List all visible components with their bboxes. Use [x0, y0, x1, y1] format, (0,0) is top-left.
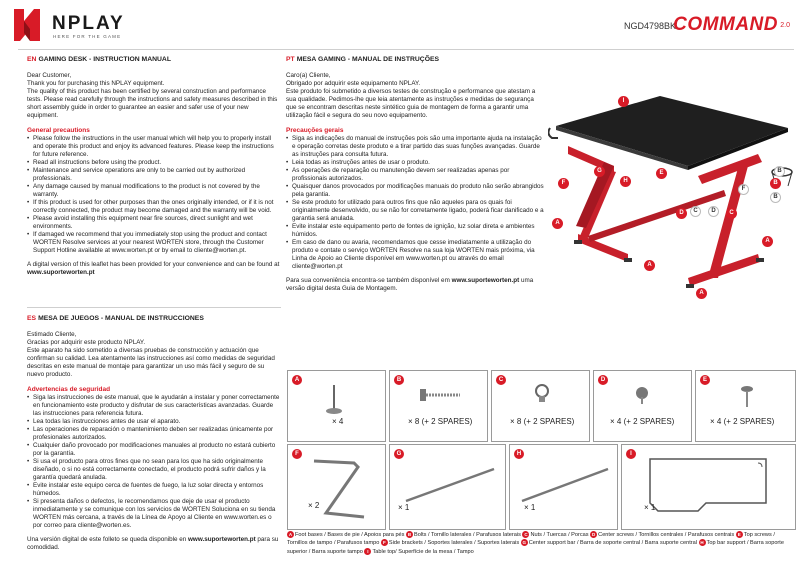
part-card-a	[287, 370, 386, 442]
part-qty: × 2	[308, 501, 320, 510]
top-screw-icon	[740, 385, 754, 409]
list-item: • Si usa el producto para otros fines que no sean para los que ha sido originalmente diseñado, o si no está correctamente conectado, el producto podrá sufrir daños y la garantía quedará anulada.	[27, 458, 281, 482]
table-top-shape	[556, 96, 788, 166]
part-letter: D	[598, 375, 608, 385]
brand-name: NPLAY	[52, 13, 125, 34]
list-item: • Any damage caused by manual modifications to the product is not covered by the warranty.	[27, 183, 281, 199]
part-qty: × 4 (+ 2 SPARES)	[610, 417, 675, 426]
legend-item: C Nuts / Tuercas / Porcas	[524, 531, 589, 538]
top-bar-support-icon	[520, 465, 610, 505]
part-letter: H	[514, 449, 524, 459]
diagram-label: G	[594, 166, 605, 177]
header-divider	[18, 49, 794, 50]
diagram-label: D	[708, 206, 719, 217]
product-name: COMMAND	[673, 14, 778, 35]
es-precautions-list	[27, 394, 281, 530]
en-precautions-title: General precautions	[27, 127, 90, 134]
es-footer-link[interactable]: www.suporteworten.pt	[188, 536, 256, 543]
en-footer: A digital version of this leaflet has been provided for your convenience and can be found at www.suporteworten.pt	[27, 261, 280, 276]
en-greeting: Dear Customer,	[27, 72, 72, 79]
section-divider	[27, 307, 281, 308]
model-code: NGD4798BK	[623, 21, 676, 31]
side-bracket-icon	[310, 455, 366, 521]
part-card-b	[389, 370, 488, 442]
part-qty: × 1	[398, 503, 410, 512]
es-intro: Este aparato ha sido sometido a diversas pruebas de construcción y actuación que confirman su calidad. Lea atentamente las instrucciones así como medidas de seguridad descritas en este manual de montaje para garantizar un uso más fácil y seguro de su nuevo producto.	[27, 347, 275, 378]
list-item: • Siga as indicações do manual de instruções pois são uma importante ajuda na instalação e operação corretas deste produto e a tirar partido das suas funções avançadas. Guarde as instruções para consulta futura.	[286, 135, 544, 159]
en-footer-link[interactable]: www.suporteworten.pt	[27, 269, 95, 276]
list-item: • Evite instalar este equipamento perto de fontes de ignição, luz solar direta e ambientes húmidos.	[286, 223, 544, 239]
list-item: • Em caso de dano ou avaria, recomendamos que cesse imediatamente a utilização do produto e contate o serviço WORTEN Resolve na sua loja WORTEN mais próxima, via Linha de Apoio ao Cliente disponível em www.worten.pt ou através do email cliente@worten.pt	[286, 239, 544, 271]
diagram-label: A	[762, 236, 773, 247]
part-letter: B	[394, 375, 404, 385]
list-item: • Lea todas las instrucciones antes de usar el aparato.	[27, 418, 281, 426]
en-thanks: Thank you for purchasing this NPLAY equipment.	[27, 80, 165, 87]
list-item: • Please follow the instructions in the user manual which will help you to properly install and operate this product and enjoy its advanced features. Please keep the instructions for future reference.	[27, 135, 281, 159]
part-letter: G	[394, 449, 404, 459]
part-card-e	[695, 370, 796, 442]
list-item: • If damaged we recommend that you immediately stop using the product and contact WORTEN Resolve services at your nearest WORTEN store, through the Customer Support Hotline available at www.worten.pt or by email to cliente@worten.pt.	[27, 231, 281, 255]
list-item: • Leia todas as instruções antes de usar o produto.	[286, 159, 544, 167]
bolt-icon	[418, 387, 462, 403]
brand-tagline: HERE FOR THE GAME	[53, 34, 122, 39]
list-item: • Las operaciones de reparación o mantenimiento deben ser realizadas únicamente por profesionales autorizados.	[27, 426, 281, 442]
legend-item: G Center support bar / Barra de soporte central / Barra suporte central	[522, 540, 697, 547]
part-qty: × 8 (+ 2 SPARES)	[408, 417, 473, 426]
list-item: • Evite instalar este equipo cerca de fuentes de fuego, la luz solar directa y entornos húmedos.	[27, 482, 281, 498]
es-section	[27, 315, 281, 552]
part-qty: × 4 (+ 2 SPARES)	[710, 417, 775, 426]
legend-item: I Table top/ Superfície de la mesa / Tampo	[364, 549, 473, 555]
legend-item: F Side brackets / Soportes laterales / Suportes laterais	[381, 540, 519, 546]
legend-item: D Center screws / Tornillos centrales / Parafusos centrais	[592, 531, 735, 538]
es-thanks: Gracias por adquirir este producto NPLAY.	[27, 339, 146, 346]
diagram-label: B	[770, 192, 781, 203]
legend-item: B Bolts / Tornillo laterales / Parafusos laterais	[407, 531, 521, 538]
list-item: • Cualquier daño provocado por modificaciones manuales al producto no estará cubierto por la garantía.	[27, 442, 281, 458]
list-item: • Quaisquer danos provocados por modificações manuais do produto não serão abrangidos pela garantia.	[286, 183, 544, 199]
list-item: • Si presenta daños o defectos, le recomendamos que deje de usar el producto inmediatamente y se comunique con los servicios de WORTEN Soluciona en su tienda WORTEN más cercana, a través de la Línea de Apoyo al Cliente en www.worten.es o por correo para cliente@worten.es.	[27, 498, 281, 530]
list-item: • If this product is used for other purposes than the ones originally intended, or if it is not correctly connected, the product may become damaged and the warranty will be void.	[27, 199, 281, 215]
part-card-g	[389, 444, 506, 530]
desk-exploded-diagram	[548, 88, 796, 308]
center-support-bar-icon	[404, 465, 496, 505]
table-top-icon	[646, 453, 770, 515]
part-letter: E	[700, 375, 710, 385]
diagram-label: A	[644, 260, 655, 271]
diagram-label: A	[552, 218, 563, 229]
en-precautions-list	[27, 135, 281, 255]
legend-item: H Top bar support / Barra soporte superior / Barra suporte tampo	[287, 540, 784, 555]
diagram-label: F	[738, 184, 749, 195]
foot-base-icon	[322, 383, 346, 419]
part-card-d	[593, 370, 692, 442]
list-item: • Siga las instrucciones de este manual, que le ayudarán a instalar y poner correctamente en funcionamiento este producto y disfrutar de sus características avanzadas. Guarde las instrucciones para referencia futura.	[27, 394, 281, 418]
pt-title: PT MESA GAMING - MANUAL DE INSTRUÇÕES	[286, 56, 440, 63]
legend-item: E Top screws / Tornillos de tampo / Parafusos tampo	[287, 531, 775, 547]
list-item: • Read all instructions before using the product.	[27, 159, 281, 167]
diagram-label: C	[690, 206, 701, 217]
diagram-label: A	[696, 288, 707, 299]
es-precautions-title: Advertencias de seguridad	[27, 386, 111, 393]
nplay-logo	[12, 7, 152, 43]
diagram-label: H	[620, 176, 631, 187]
part-qty: × 8 (+ 2 SPARES)	[510, 417, 575, 426]
diagram-label: C	[726, 208, 737, 219]
diagram-label: B	[770, 178, 781, 189]
pt-precautions-title: Precauções gerais	[286, 127, 344, 134]
part-card-f	[287, 444, 386, 530]
parts-legend	[287, 531, 795, 556]
pt-precautions-list	[286, 135, 544, 271]
list-item: • Maintenance and service operations are only to be carried out by authorized professionals.	[27, 167, 281, 183]
es-title: ES MESA DE JUEGOS - MANUAL DE INSTRUCCIONES	[27, 315, 204, 322]
part-letter: I	[626, 449, 636, 459]
desk-illustration	[548, 88, 796, 308]
part-card-c	[491, 370, 590, 442]
legend-item: A Foot bases / Bases de pie / Apoios para pés	[288, 531, 405, 538]
center-screw-icon	[632, 385, 652, 405]
part-qty: × 1	[524, 503, 536, 512]
pt-greeting: Caro(a) Cliente,	[286, 72, 331, 79]
nplay-logo-icon	[12, 7, 42, 43]
diagram-label: D	[676, 208, 687, 219]
list-item: • As operações de reparação ou manutenção devem ser realizadas apenas por profissionais autorizados.	[286, 167, 544, 183]
en-title: EN GAMING DESK - INSTRUCTION MANUAL	[27, 56, 171, 63]
pt-section	[286, 56, 544, 293]
pt-thanks: Obrigado por adquirir este equipamento NPLAY.	[286, 80, 421, 87]
en-section	[27, 56, 281, 277]
part-letter: C	[496, 375, 506, 385]
list-item: • Please avoid installing this equipment near fire sources, direct sunlight and wet environments.	[27, 215, 281, 231]
part-card-i	[621, 444, 796, 530]
diagram-label: I	[618, 96, 629, 107]
diagram-label: E	[656, 168, 667, 179]
en-intro: The quality of this product has been certified by several construction and performance tests. Please read carefully through the instructions and safety measures described in this short assembly guide in order to guarantee an easier and safer use of your new equipment.	[27, 88, 278, 119]
pt-footer: Para sua conveniência encontra-se também disponível em www.suporteworten.pt uma versão digital desta Guia de Montagem.	[286, 277, 534, 292]
diagram-label: B	[774, 166, 785, 177]
pt-footer-link[interactable]: www.suporteworten.pt	[451, 277, 520, 284]
part-letter: A	[292, 375, 302, 385]
diagram-label: F	[558, 178, 569, 189]
nut-icon	[534, 383, 550, 403]
part-qty: × 1	[644, 503, 656, 512]
part-qty: × 4	[332, 417, 344, 426]
es-greeting: Estimado Cliente,	[27, 331, 77, 338]
product-version: 2.0	[780, 22, 790, 29]
part-letter: F	[292, 449, 302, 459]
list-item: • Se este produto for utilizado para outros fins que não aqueles para os quais foi originalmente desenvolvido, ou se não for corretamente ligado, poderá ficar danificado e a garantia será anulada.	[286, 199, 544, 223]
es-footer: Una versión digital de este folleto se queda disponible en www.suporteworten.pt para su comodidad.	[27, 536, 279, 551]
part-card-h	[509, 444, 618, 530]
pt-intro: Este produto foi submetido a diversos testes de construção e performance que atestam a sua qualidade. Pedimos-lhe que leia atentamente as instruções e medidas de segurança que se encontram descritas neste sintético guia de montagem de forma a garantir uma utilização fácil e segura do seu novo equipamento.	[286, 88, 536, 119]
